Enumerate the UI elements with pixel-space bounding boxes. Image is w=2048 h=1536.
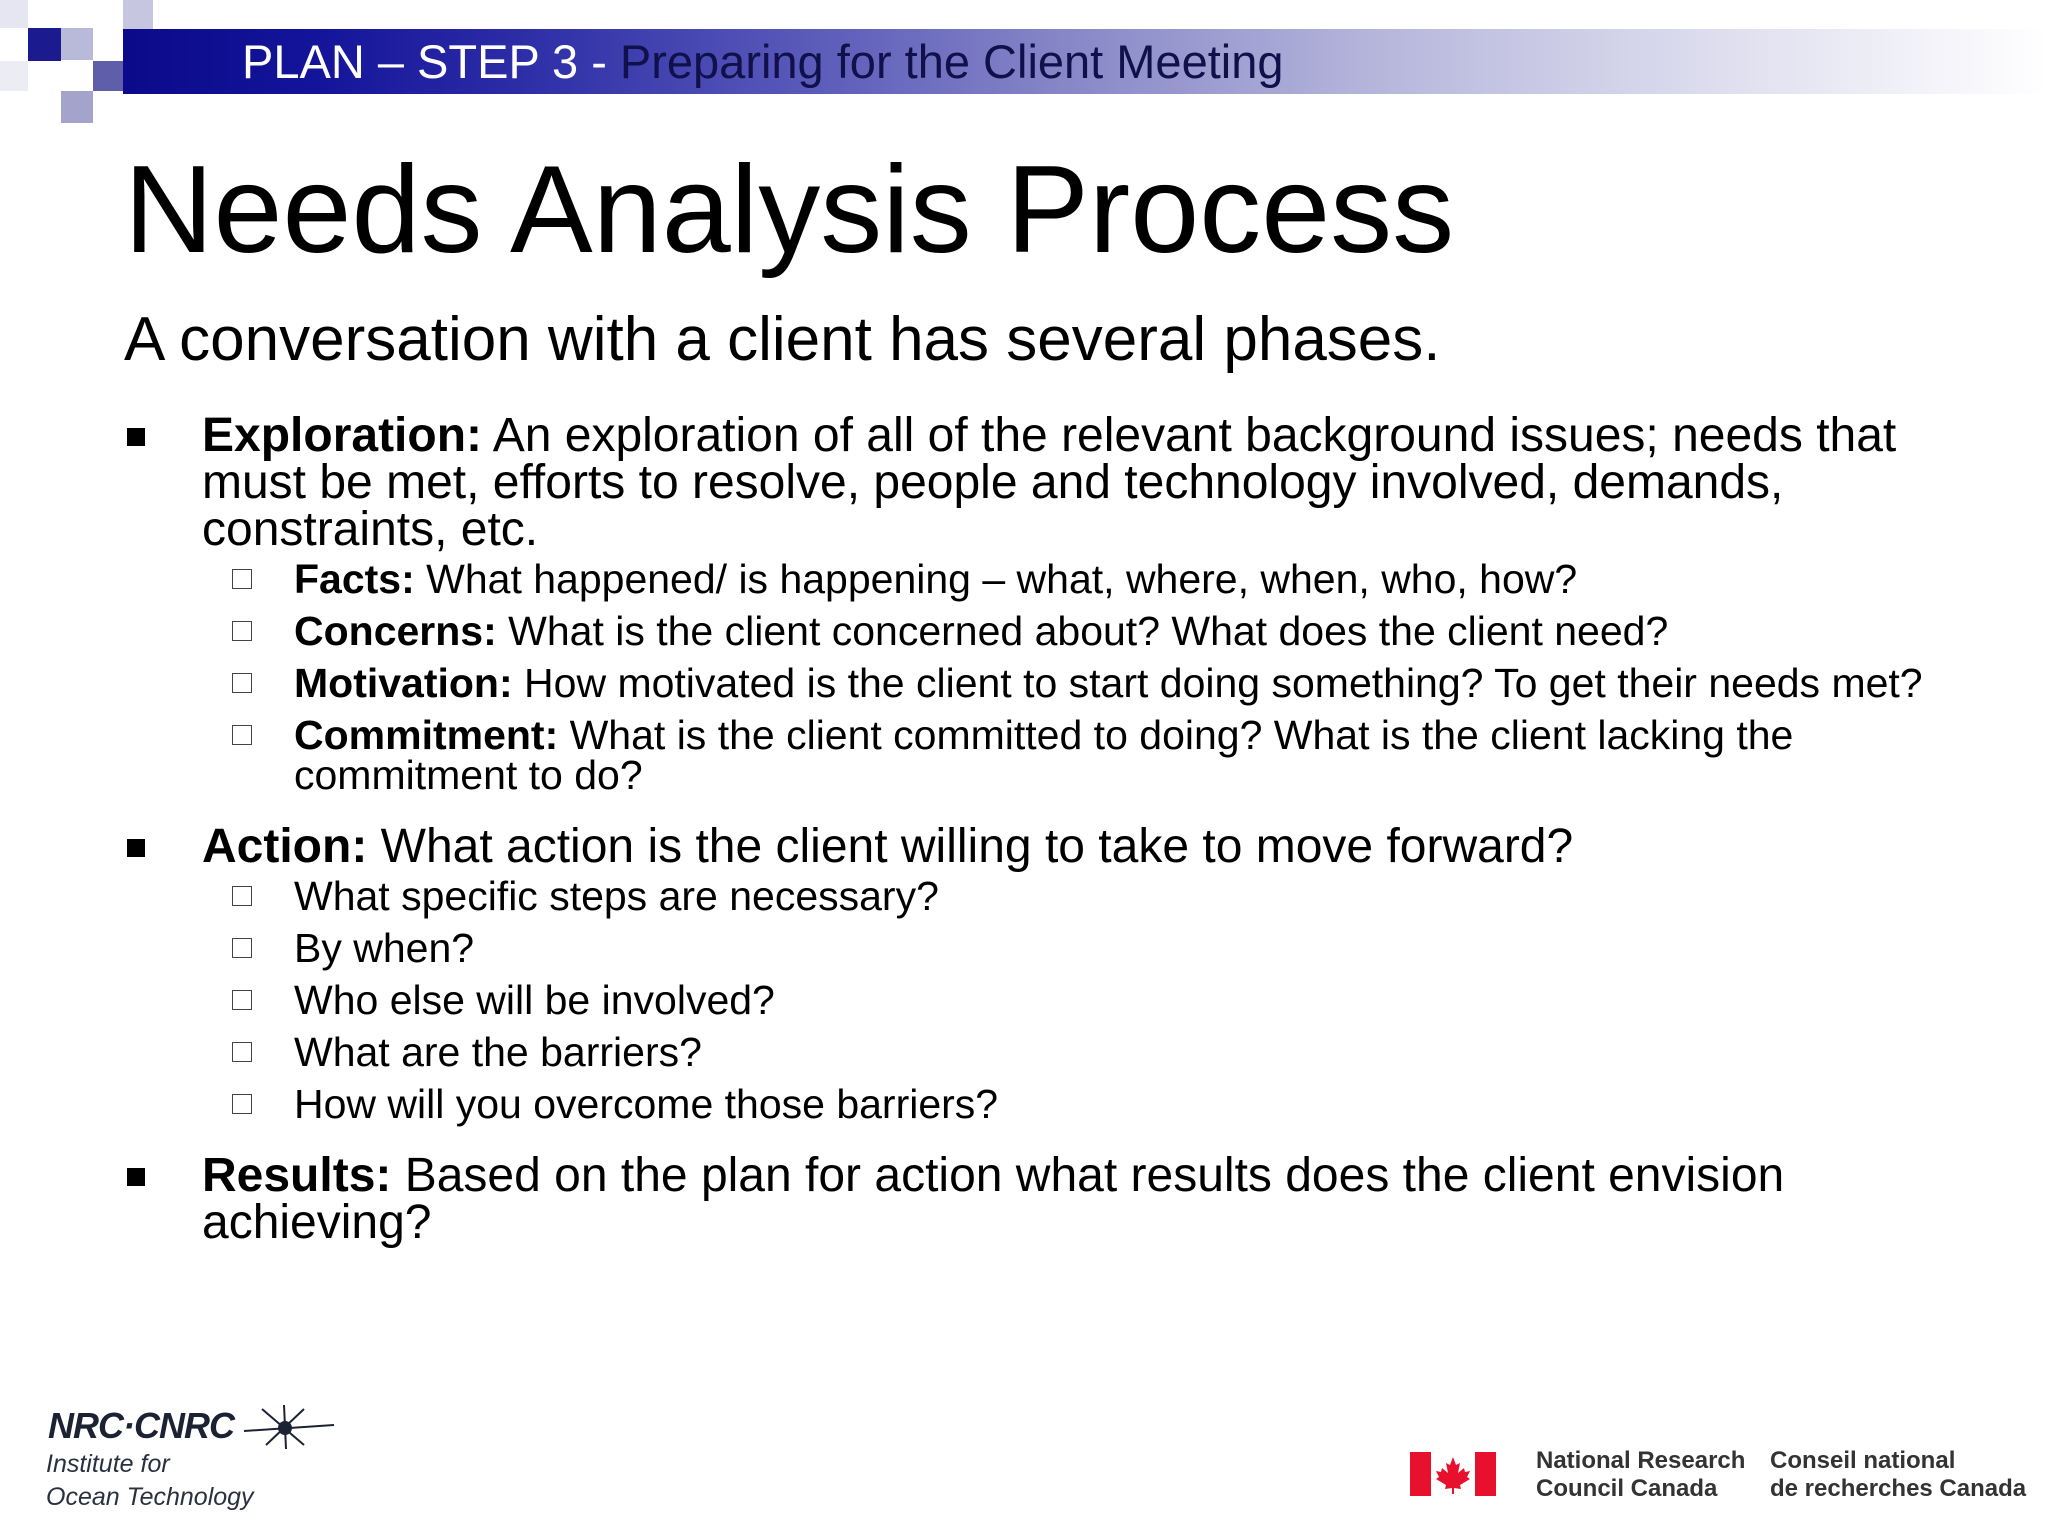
bullet-text: Based on the plan for action what results does the client envision achieving? <box>202 1149 1785 1249</box>
sub-bullet-text: What specific steps are necessary? <box>294 873 939 919</box>
decor-square <box>0 0 28 28</box>
sub-bullet-text: What are the barriers? <box>294 1029 702 1075</box>
council-name-french <box>1770 1447 2026 1503</box>
sub-bullet-when <box>124 925 1964 971</box>
sub-bullet-label: Motivation: <box>294 660 513 706</box>
bullet-list <box>124 409 1964 1249</box>
bullet-exploration <box>124 409 1964 798</box>
institute-name-line2: Ocean Technology <box>46 1483 254 1511</box>
decor-square <box>61 28 93 60</box>
institute-name-line1: Institute for <box>46 1450 170 1478</box>
decor-square <box>0 61 28 91</box>
council-name-line: National Research <box>1536 1447 1746 1474</box>
decor-square <box>28 28 61 61</box>
sub-bullet-text: By when? <box>294 925 475 971</box>
hollow-square-bullet-icon <box>232 1042 252 1062</box>
hollow-square-bullet-icon <box>232 725 252 745</box>
sub-bullet-text: Who else will be involved? <box>294 977 775 1023</box>
header-title <box>242 30 1283 94</box>
hollow-square-bullet-icon <box>232 990 252 1010</box>
bullet-text: An exploration of all of the relevant background issues; needs that must be met, efforts to resolve, people and technology involved, demands, constraints, etc. <box>202 409 1897 556</box>
council-name-english <box>1536 1447 1745 1503</box>
nrc-logo-wordmark: NRC·CNRC <box>48 1405 234 1446</box>
sub-bullet-facts <box>124 556 1964 602</box>
hollow-square-bullet-icon <box>232 1094 252 1114</box>
bullet-results <box>124 1149 1964 1249</box>
bullet-label: Exploration: <box>202 409 483 462</box>
sub-bullet-label: Facts: <box>294 556 415 602</box>
council-name-line: Conseil national <box>1770 1447 1956 1474</box>
decor-square <box>93 61 123 91</box>
sub-bullet-motivation <box>124 660 1964 706</box>
sub-bullet-list <box>202 556 1964 798</box>
canada-flag-icon <box>1410 1452 1496 1496</box>
bullet-label: Action: <box>202 820 368 873</box>
sub-bullet-text: What is the client committed to doing? What is the client lacking the commitment to do? <box>294 712 1794 798</box>
sub-bullet-text: How motivated is the client to start doing something? To get their needs met? <box>512 660 1923 706</box>
header-step-label: PLAN – STEP 3 - <box>242 35 620 88</box>
decor-square <box>123 0 153 29</box>
page-subtitle: A conversation with a client has several phases. <box>124 305 1441 374</box>
sub-bullet-text: What happened/ is happening – what, where, when, who, how? <box>414 556 1578 602</box>
page-title: Needs Analysis Process <box>124 141 1455 279</box>
nrc-institute-logo <box>34 1405 334 1515</box>
council-name-line: de recherches Canada <box>1770 1475 2027 1502</box>
header-section-label: Preparing for the Client Meeting <box>619 35 1284 88</box>
hollow-square-bullet-icon <box>232 569 252 589</box>
square-bullet-icon <box>127 428 145 446</box>
sub-bullet-concerns <box>124 608 1964 654</box>
decor-square <box>61 91 93 123</box>
hollow-square-bullet-icon <box>232 886 252 906</box>
bullet-text: What action is the client willing to take to move forward? <box>367 820 1574 873</box>
bullet-label: Results: <box>202 1149 392 1202</box>
sub-bullet-overcome <box>124 1081 1964 1127</box>
sub-bullet-steps <box>124 873 1964 919</box>
hollow-square-bullet-icon <box>232 621 252 641</box>
sub-bullet-label: Concerns: <box>294 608 497 654</box>
sub-bullet-label: Commitment: <box>294 712 559 758</box>
sub-bullet-involved <box>124 977 1964 1023</box>
sub-bullet-text: How will you overcome those barriers? <box>294 1081 999 1127</box>
bullet-action <box>124 820 1964 1127</box>
hollow-square-bullet-icon <box>232 673 252 693</box>
sub-bullet-text: What is the client concerned about? What does the client need? <box>496 608 1669 654</box>
sub-bullet-commitment <box>124 712 1964 798</box>
starburst-icon <box>244 1405 334 1449</box>
sub-bullet-barriers <box>124 1029 1964 1075</box>
hollow-square-bullet-icon <box>232 938 252 958</box>
square-bullet-icon <box>127 1168 145 1186</box>
sub-bullet-list <box>202 873 1964 1127</box>
council-name-line: Council Canada <box>1536 1475 1718 1502</box>
square-bullet-icon <box>127 839 145 857</box>
